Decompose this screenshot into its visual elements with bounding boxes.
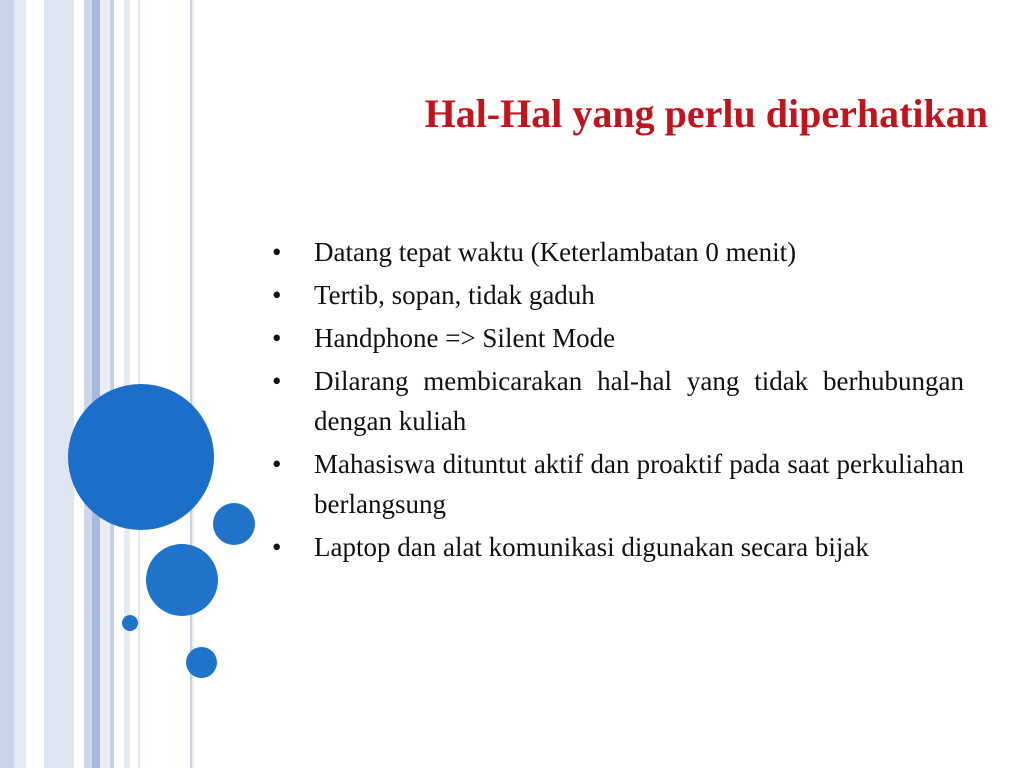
bullet-icon: •	[272, 237, 282, 267]
bullet-text: Laptop dan alat komunikasi digunakan secara bijak	[314, 532, 869, 562]
left-stripes-decoration	[0, 0, 200, 768]
bullet-item	[270, 275, 964, 315]
bullet-text: Tertib, sopan, tidak gaduh	[314, 280, 595, 310]
stripe	[84, 0, 92, 768]
stripe	[92, 0, 100, 768]
bullet-text: Handphone => Silent Mode	[314, 323, 616, 353]
stripe	[0, 0, 14, 768]
stripe	[114, 0, 124, 768]
bullet-item	[270, 232, 964, 272]
bullet-item	[270, 361, 964, 441]
small-blue-circle-decoration	[186, 647, 217, 678]
bullet-text: Datang tepat waktu (Keterlambatan 0 menit)	[314, 237, 797, 267]
bullet-item	[270, 318, 964, 358]
bullet-list	[270, 232, 964, 570]
medium-blue-circle-decoration	[146, 544, 218, 616]
bullet-icon: •	[272, 323, 282, 353]
stripe	[100, 0, 110, 768]
stripe	[74, 0, 84, 768]
bullet-icon: •	[272, 449, 282, 479]
slide-title: Hal-Hal yang perlu diperhatikan	[424, 91, 988, 136]
bullet-text: Mahasiswa dituntut aktif dan proaktif pada saat perkuliahan berlangsung	[314, 449, 964, 519]
bullet-icon: •	[272, 532, 282, 562]
bullet-icon: •	[272, 366, 282, 396]
bullet-icon: •	[272, 280, 282, 310]
bullet-item	[270, 444, 964, 524]
small-blue-circle-decoration	[213, 503, 255, 545]
bullet-item	[270, 527, 964, 567]
stripe	[14, 0, 26, 768]
stripe	[26, 0, 44, 768]
large-blue-circle-decoration	[68, 384, 214, 530]
bullet-text: Dilarang membicarakan hal-hal yang tidak berhubungan dengan kuliah	[314, 366, 964, 436]
stripe	[44, 0, 74, 768]
tiny-blue-circle-decoration	[122, 615, 138, 631]
